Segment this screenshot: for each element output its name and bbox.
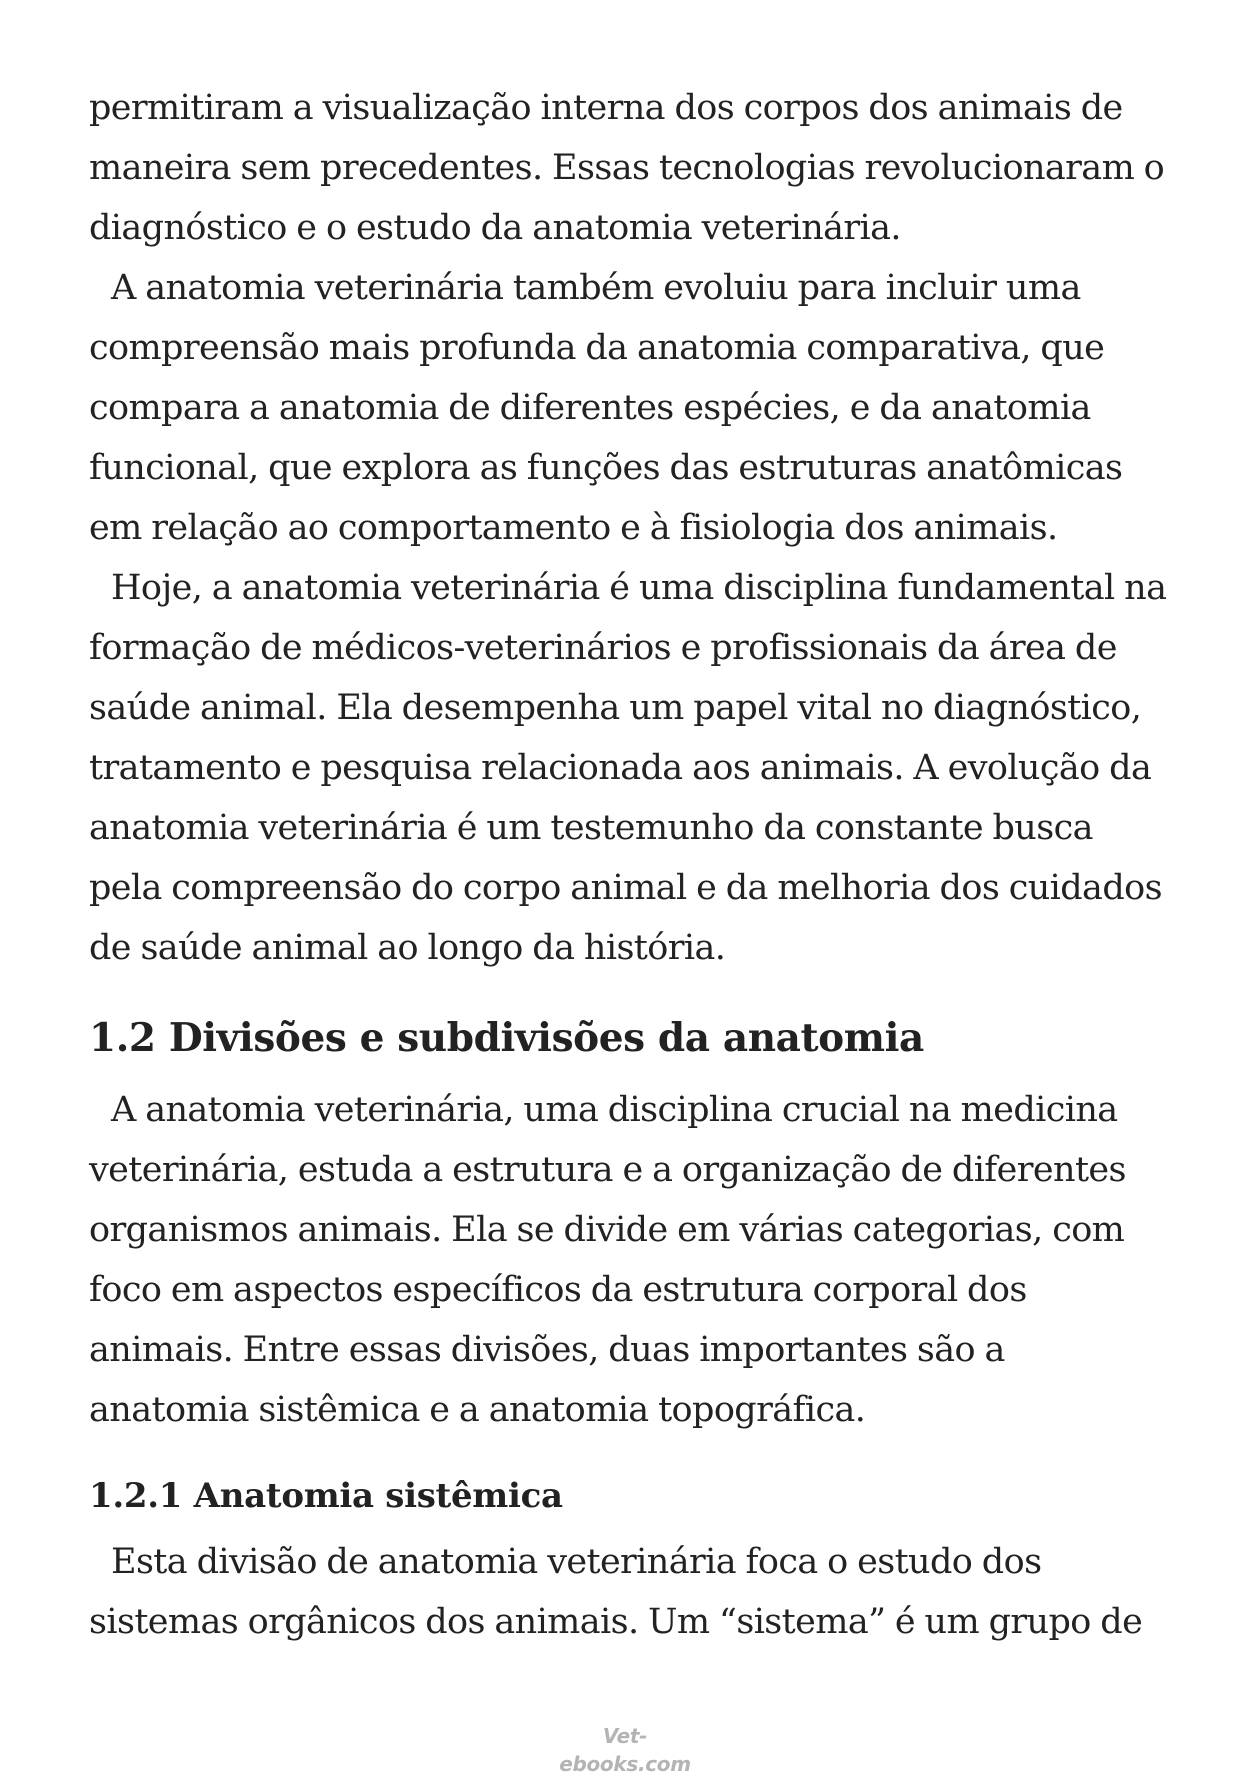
paragraph-divisions: A anatomia veterinária, uma disciplina crucial na medicina veterinária, estuda a estrutura e a organização de diferentes organismos animais. Ela se divide em várias categorias, com foco em aspectos específicos da estrutura corporal dos animais. Entre essas divisões, duas importantes são a anatomia sistêmica e a anatomia topográfica.: [89, 1090, 1126, 1430]
subsection-heading: 1.2.1 Anatomia sistêmica: [89, 1476, 563, 1516]
document-page: [89, 78, 1169, 1652]
watermark-logo: Vet-ebooks.com: [559, 1724, 691, 1776]
paragraph-comparative-anatomy: A anatomia veterinária também evoluiu para incluir uma compreensão mais profunda da anatomia comparativa, que compara a anatomia de diferentes espécies, e da anatomia funcional, que explora as funções das estruturas anatômicas em relação ao comportamento e à fisiologia dos animais.: [89, 268, 1123, 548]
section-heading: 1.2 Divisões e subdivisões da anatomia: [89, 1015, 924, 1061]
paragraph-continuation: permitiram a visualização interna dos corpos dos animais de maneira sem precedentes. Essas tecnologias revolucionaram o diagnóstico e o estudo da anatomia veterinária.: [89, 88, 1165, 248]
paragraph-today: Hoje, a anatomia veterinária é uma disciplina fundamental na formação de médicos-veterinários e profissionais da área de saúde animal. Ela desempenha um papel vital no diagnóstico, tratamento e pesquisa relacionada aos animais. A evolução da anatomia veterinária é um testemunho da constante busca pela compreensão do corpo animal e da melhoria dos cuidados de saúde animal ao longo da história.: [89, 568, 1167, 968]
paragraph-systemic-anatomy: Esta divisão de anatomia veterinária foca o estudo dos sistemas orgânicos dos animais. Um “sistema” é um grupo de: [89, 1542, 1143, 1642]
